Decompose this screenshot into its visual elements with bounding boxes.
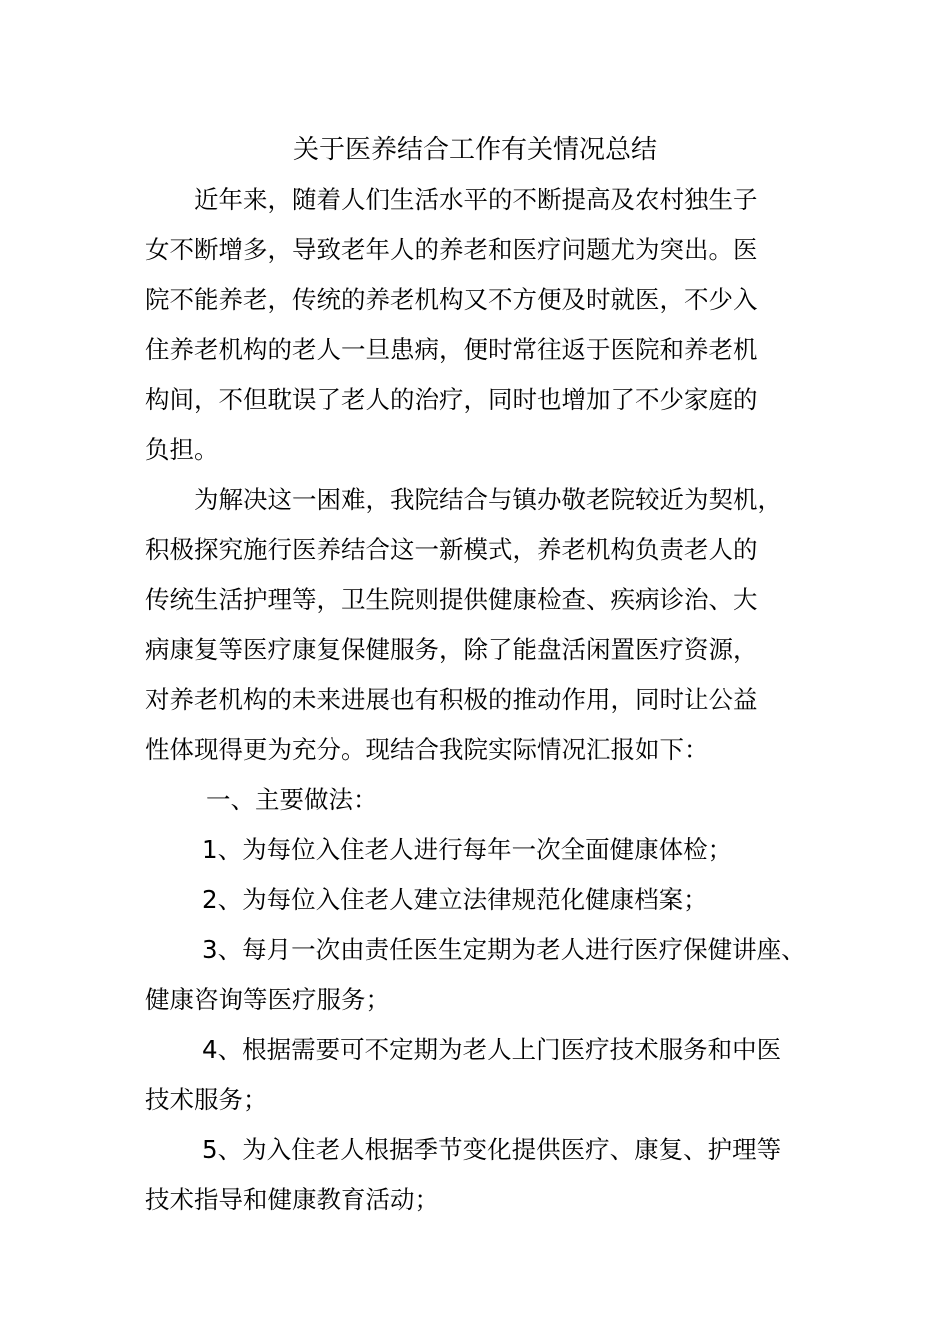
list-item: 4、根据需要可不定期为老人上门医疗技术服务和中医: [202, 1035, 782, 1064]
document-title: 关于医养结合工作有关情况总结: [292, 135, 657, 165]
list-item-continuation: 健康咨询等医疗服务；: [145, 985, 390, 1014]
paragraph-line: 为解决这一困难，我院结合与镇办敬老院较近为契机，: [194, 485, 782, 514]
paragraph-line: 对养老机构的未来进展也有积极的推动作用，同时让公益: [145, 685, 758, 714]
list-item-continuation: 技术服务；: [145, 1085, 268, 1114]
paragraph-line: 性体现得更为充分。现结合我院实际情况汇报如下：: [145, 735, 709, 764]
paragraph-line: 女不断增多，导致老年人的养老和医疗问题尤为突出。医: [145, 235, 758, 264]
list-item: 2、为每位入住老人建立法律规范化健康档案；: [202, 885, 708, 914]
paragraph-line: 负担。: [145, 435, 219, 464]
list-item: 5、为入住老人根据季节变化提供医疗、康复、护理等: [202, 1135, 782, 1164]
list-item: 3、每月一次由责任医生定期为老人进行医疗保健讲座、: [202, 935, 806, 964]
list-item: 1、为每位入住老人进行每年一次全面健康体检；: [202, 835, 733, 864]
paragraph-line: 病康复等医疗康复保健服务，除了能盘活闲置医疗资源，: [145, 635, 758, 664]
section-heading: 一、主要做法：: [206, 785, 378, 814]
paragraph-line: 构间，不但耽误了老人的治疗，同时也增加了不少家庭的: [145, 385, 758, 414]
paragraph-line: 住养老机构的老人一旦患病，便时常往返于医院和养老机: [145, 335, 758, 364]
list-item-continuation: 技术指导和健康教育活动；: [145, 1185, 439, 1214]
paragraph-line: 近年来，随着人们生活水平的不断提高及农村独生子: [194, 185, 758, 214]
paragraph-line: 传统生活护理等，卫生院则提供健康检查、疾病诊治、大: [145, 585, 758, 614]
paragraph-line: 积极探究施行医养结合这一新模式，养老机构负责老人的: [145, 535, 758, 564]
paragraph-line: 院不能养老，传统的养老机构又不方便及时就医，不少入: [145, 285, 758, 314]
